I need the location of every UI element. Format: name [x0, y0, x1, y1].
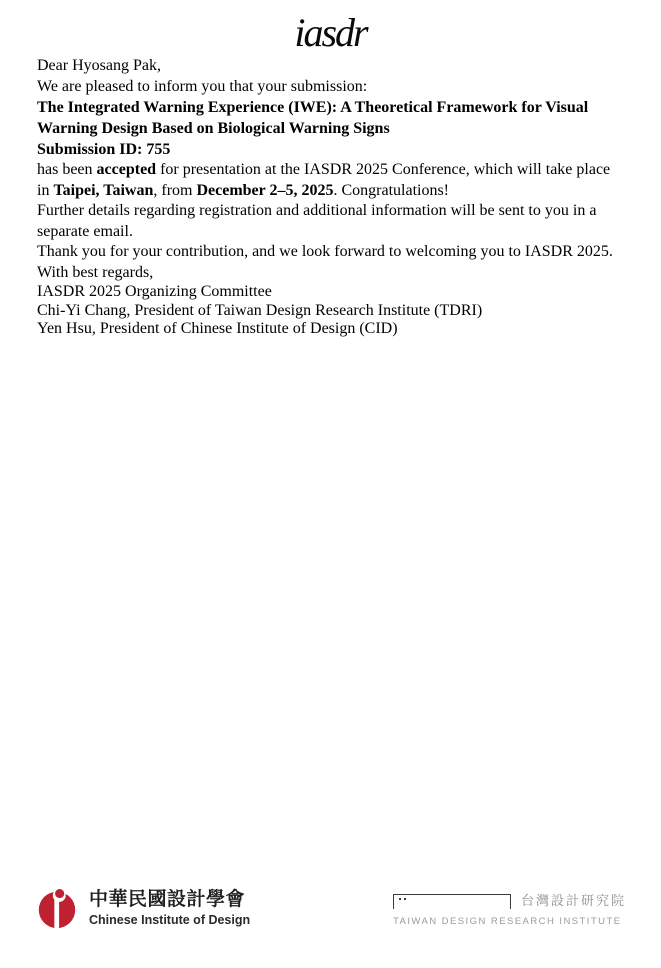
iasdr-logo: iasdr: [294, 10, 367, 55]
signature-cid-president: Yen Hsu, President of Chinese Institute of Design (CID): [37, 320, 398, 337]
tdri-logo-icon: [393, 894, 511, 909]
intro-line: We are pleased to inform you that your submission:: [37, 77, 368, 95]
closing-line: With best regards,: [37, 263, 154, 281]
tdri-mark-dot: [399, 898, 401, 900]
tdri-logo-row: [393, 893, 626, 909]
letter-body: [37, 56, 626, 339]
thanks-paragraph: Thank you for your contribution, and we look forward to welcoming you to IASDR 2025.: [37, 243, 613, 260]
tdri-name-english: TAIWAN DESIGN RESEARCH INSTITUTE: [393, 916, 622, 927]
further-details-paragraph: Further details regarding registration and additional information will be sent to you in a separate email.: [37, 202, 597, 240]
cid-name-chinese: 中華民國設計學會: [89, 889, 246, 910]
submission-title-block: [37, 97, 626, 160]
acceptance-bold-location: Taipei, Taiwan: [53, 181, 154, 199]
tdri-footer-logo: [393, 893, 626, 927]
acceptance-paragraph: [37, 160, 626, 201]
cid-footer-logo: [38, 886, 250, 930]
tdri-name-chinese: 台灣設計研究院: [520, 893, 626, 908]
acceptance-text-4: . Congratulations!: [333, 181, 450, 199]
tdri-mark-dot: [404, 898, 406, 900]
cid-logo-icon: [38, 886, 76, 930]
header: [0, 0, 661, 56]
acceptance-text-3: , from: [153, 181, 197, 199]
acceptance-text-2: for presentation at the IASDR 2025 Conference, which will take place in: [37, 161, 611, 199]
salutation: Dear Hyosang Pak,: [37, 57, 161, 74]
submission-title-line-2: Warning Design Based on Biological Warning Signs: [37, 120, 390, 137]
cid-name-english: Chinese Institute of Design: [89, 913, 251, 927]
acceptance-text-1: has been: [37, 161, 97, 178]
submission-title-line-1: The Integrated Warning Experience (IWE): A Theoretical Framework for Visual: [37, 99, 589, 116]
cid-logo-text: [89, 886, 250, 927]
acceptance-bold-dates: December 2–5, 2025: [196, 181, 334, 199]
signature-block: [37, 283, 626, 339]
signature-tdri-president: Chi-Yi Chang, President of Taiwan Design Research Institute (TDRI): [37, 301, 483, 319]
submission-id: Submission ID: 755: [37, 141, 171, 158]
signature-committee: IASDR 2025 Organizing Committee: [37, 283, 272, 300]
acceptance-bold-accepted: accepted: [96, 161, 157, 178]
